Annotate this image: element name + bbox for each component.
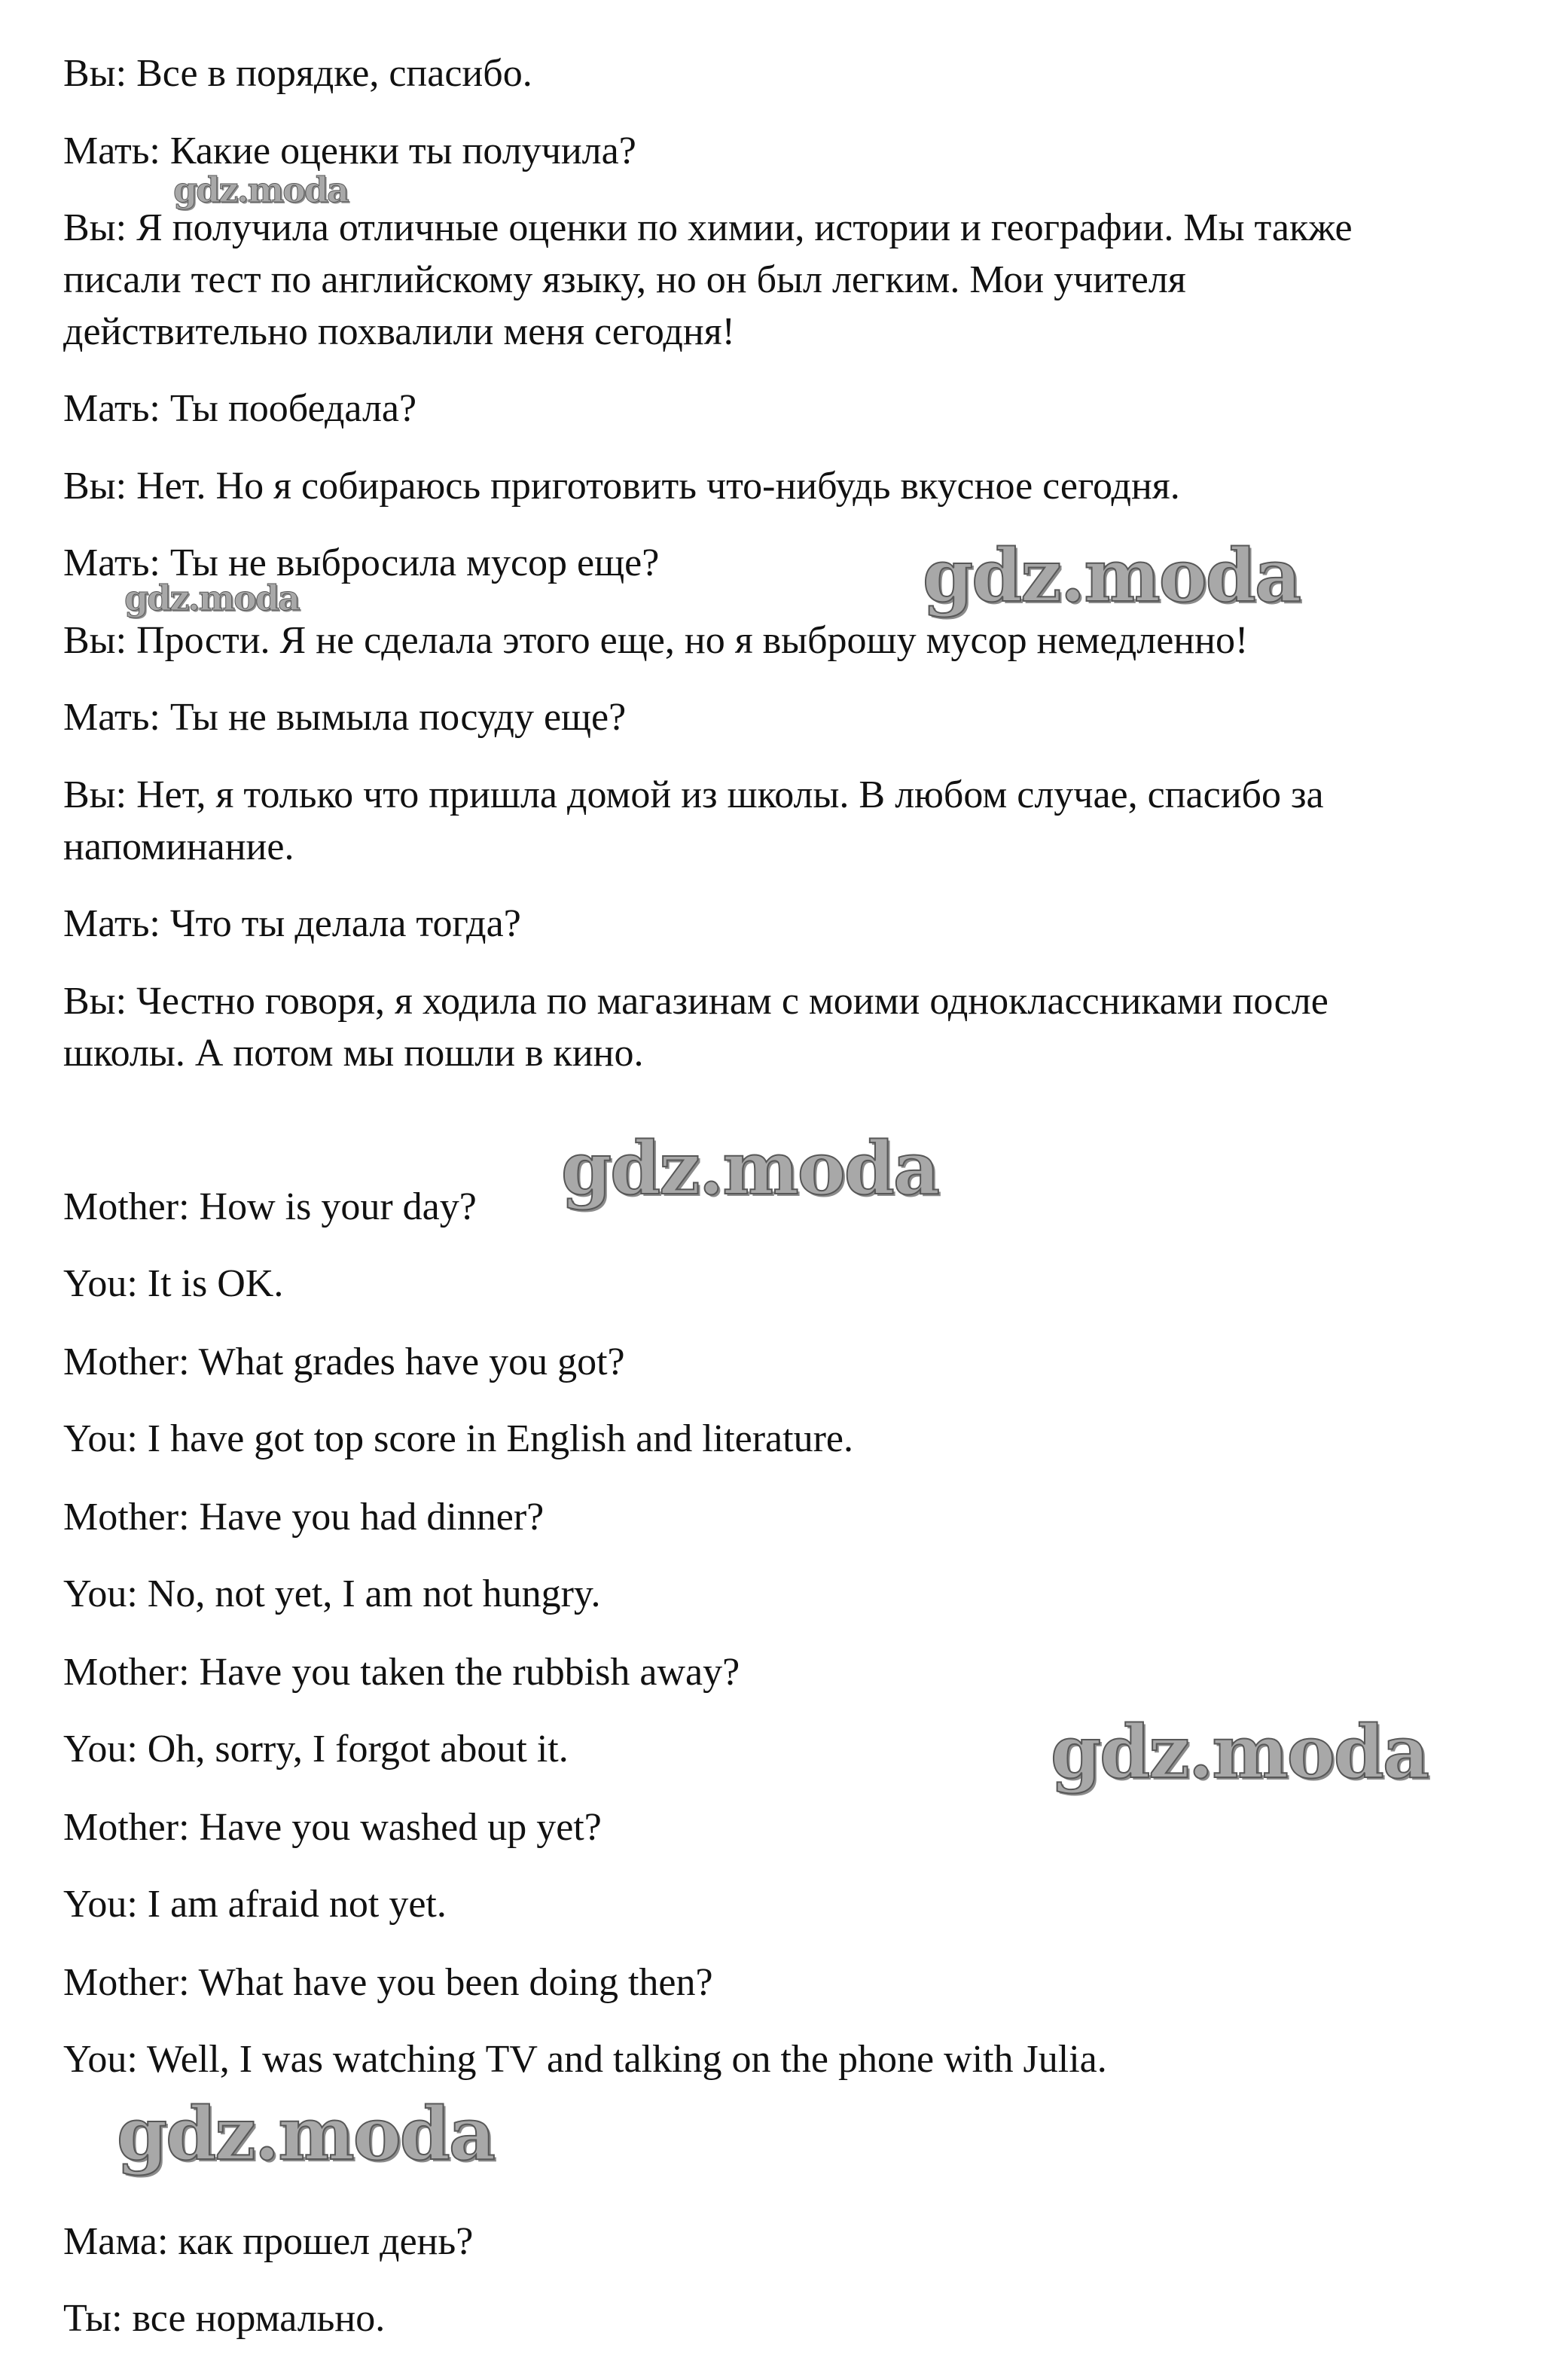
text-line: You: I have got top score in English and literature.	[63, 1417, 853, 1460]
watermark-logo: gdz.moda	[124, 578, 299, 618]
text-line: Мать: Что ты делала тогда?	[63, 902, 521, 945]
watermark-logo: gdz.moda	[117, 2091, 495, 2176]
watermark-logo: gdz.moda	[923, 533, 1301, 618]
text-line: Мама: как прошел день?	[63, 2220, 474, 2263]
text-line: напоминание.	[63, 825, 294, 868]
text-line: Вы: Нет, я только что пришла домой из школы. В любом случае, спасибо за	[63, 773, 1324, 816]
text-line: Mother: Have you taken the rubbish away?	[63, 1651, 740, 1694]
text-line: Mother: What have you been doing then?	[63, 1961, 713, 2004]
text-line: Mother: What grades have you got?	[63, 1341, 625, 1383]
text-line: действительно похвалили меня сегодня!	[63, 310, 735, 353]
watermark-logo: gdz.moda	[173, 169, 348, 210]
text-line: Мать: Ты не выбросила мусор еще?	[63, 541, 660, 584]
text-line: Ты: все нормально.	[63, 2297, 386, 2340]
text-line: Мать: Ты пообедала?	[63, 387, 417, 430]
text-line: You: It is OK.	[63, 1262, 284, 1305]
text-line: You: No, not yet, I am not hungry.	[63, 1572, 601, 1615]
text-line: школы. А потом мы пошли в кино.	[63, 1032, 644, 1075]
text-line: Mother: Have you had dinner?	[63, 1496, 545, 1539]
text-line: You: I am afraid not yet.	[63, 1883, 447, 1926]
watermark-logo: gdz.moda	[1051, 1710, 1429, 1795]
text-line: Вы: Честно говоря, я ходила по магазинам с моими одноклассниками после	[63, 980, 1329, 1023]
text-line: Вы: Прости. Я не сделала этого еще, но я выброшу мусор немедленно!	[63, 619, 1249, 662]
watermark-logo: gdz.moda	[561, 1126, 939, 1211]
text-line: You: Well, I was watching TV and talking on the phone with Julia.	[63, 2038, 1107, 2081]
text-line: Mother: How is your day?	[63, 1185, 477, 1228]
text-line: Вы: Нет. Но я собираюсь приготовить что-нибудь вкусное сегодня.	[63, 465, 1180, 508]
text-line: писали тест по английскому языку, но он был легким. Мои учителя	[63, 258, 1186, 301]
text-line: Мать: Ты не вымыла посуду еще?	[63, 696, 627, 739]
text-line: Вы: Я получила отличные оценки по химии, истории и географии. Мы также	[63, 206, 1353, 249]
text-line: Мать: Какие оценки ты получила?	[63, 130, 636, 172]
text-line: You: Oh, sorry, I forgot about it.	[63, 1728, 569, 1771]
text-line: Вы: Все в порядке, спасибо.	[63, 52, 532, 95]
text-line: Mother: Have you washed up yet?	[63, 1806, 602, 1849]
